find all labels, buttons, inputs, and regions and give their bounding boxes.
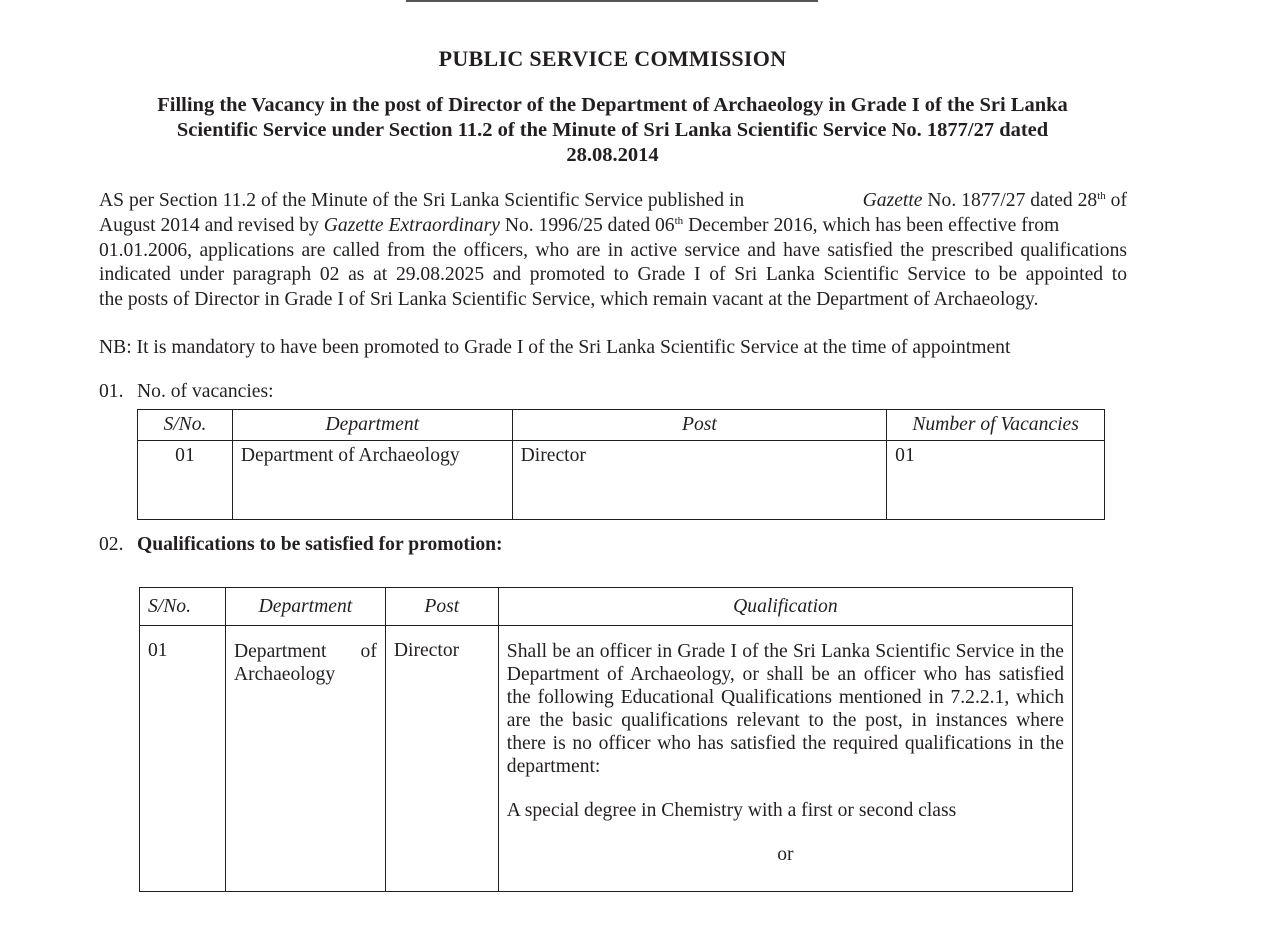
column-header: Department (225, 588, 385, 626)
column-header: Post (512, 410, 887, 441)
heading-line: Scientific Service under Section 11.2 of the Minute of Sri Lanka Scientific Service No. 1877/27 dated (176, 119, 1049, 141)
section-title: Qualifications to be satisfied for promotion: (137, 534, 503, 555)
table-row (140, 626, 1073, 892)
qualification-text: A special degree in Chemistry with a first or second class (506, 800, 957, 821)
section-number: 02. (99, 534, 124, 555)
column-header: Qualification (498, 588, 1072, 626)
intro-line: indicated under paragraph 02 as at 29.08.2025 and promoted to Grade I of Sri Lanka Scientific Service to be appointed to (99, 264, 1127, 286)
cell-sno: 01 (138, 441, 233, 520)
vacancies-table (137, 409, 1105, 520)
cell-sno: 01 (140, 626, 226, 892)
cell-qualification (498, 626, 1072, 892)
section-heading-vacancies (99, 381, 274, 403)
table-row (138, 441, 1105, 520)
intro-line: 01.01.2006, applications are called from the officers, who are in active service and have satisfied the prescribed qualifications (99, 239, 1127, 261)
top-rule (406, 0, 818, 2)
qualification-or: or (777, 844, 794, 865)
section-heading-qualifications (99, 534, 503, 556)
cell-post: Director (385, 626, 498, 892)
intro-line: the posts of Director in Grade I of Sri Lanka Scientific Service, which remain vacant at the Department of Archaeology. (99, 289, 1039, 311)
commission-title: PUBLIC SERVICE COMMISSION (438, 46, 787, 71)
section-title: No. of vacancies: (137, 381, 274, 402)
intro-line: AS per Section 11.2 of the Minute of the Sri Lanka Scientific Service published in Gazette No. 1877/27 dated 28th of (99, 190, 1127, 211)
qualifications-table (139, 587, 1073, 892)
cell-vacancies: 01 (887, 441, 1105, 520)
heading-line: 28.08.2014 (566, 144, 659, 166)
cell-department: Department of Archaeology (225, 626, 385, 892)
intro-paragraph (99, 189, 1127, 313)
notice-heading (95, 93, 1130, 168)
qualification-text: Shall be an officer in Grade I of the Sri Lanka Scientific Service in the Department of Archaeology, or shall be an officer who has satisfied the following Educational Qualifications mentioned in 7.2.2.1, which are the basic qualifications relevant to the post, in instances where there is no officer who has satisfied the required qualifications in the department: (506, 641, 1064, 777)
column-header: Number of Vacancies (887, 410, 1105, 441)
table-header-row (140, 588, 1073, 626)
section-number: 01. (99, 381, 124, 402)
heading-line: Filling the Vacancy in the post of Director of the Department of Archaeology in Grade I of the Sri Lanka (157, 94, 1068, 116)
cell-department: Department of Archaeology (232, 441, 512, 520)
column-header: S/No. (140, 588, 226, 626)
column-header: Department (232, 410, 512, 441)
nb-note: NB: It is mandatory to have been promoted to Grade I of the Sri Lanka Scientific Service at the time of appointment (99, 337, 1011, 358)
column-header: Post (385, 588, 498, 626)
intro-line: August 2014 and revised by Gazette Extraordinary No. 1996/25 dated 06th December 2016, which has been effective from (99, 214, 1060, 236)
cell-post: Director (512, 441, 887, 520)
column-header: S/No. (138, 410, 233, 441)
table-header-row (138, 410, 1105, 441)
